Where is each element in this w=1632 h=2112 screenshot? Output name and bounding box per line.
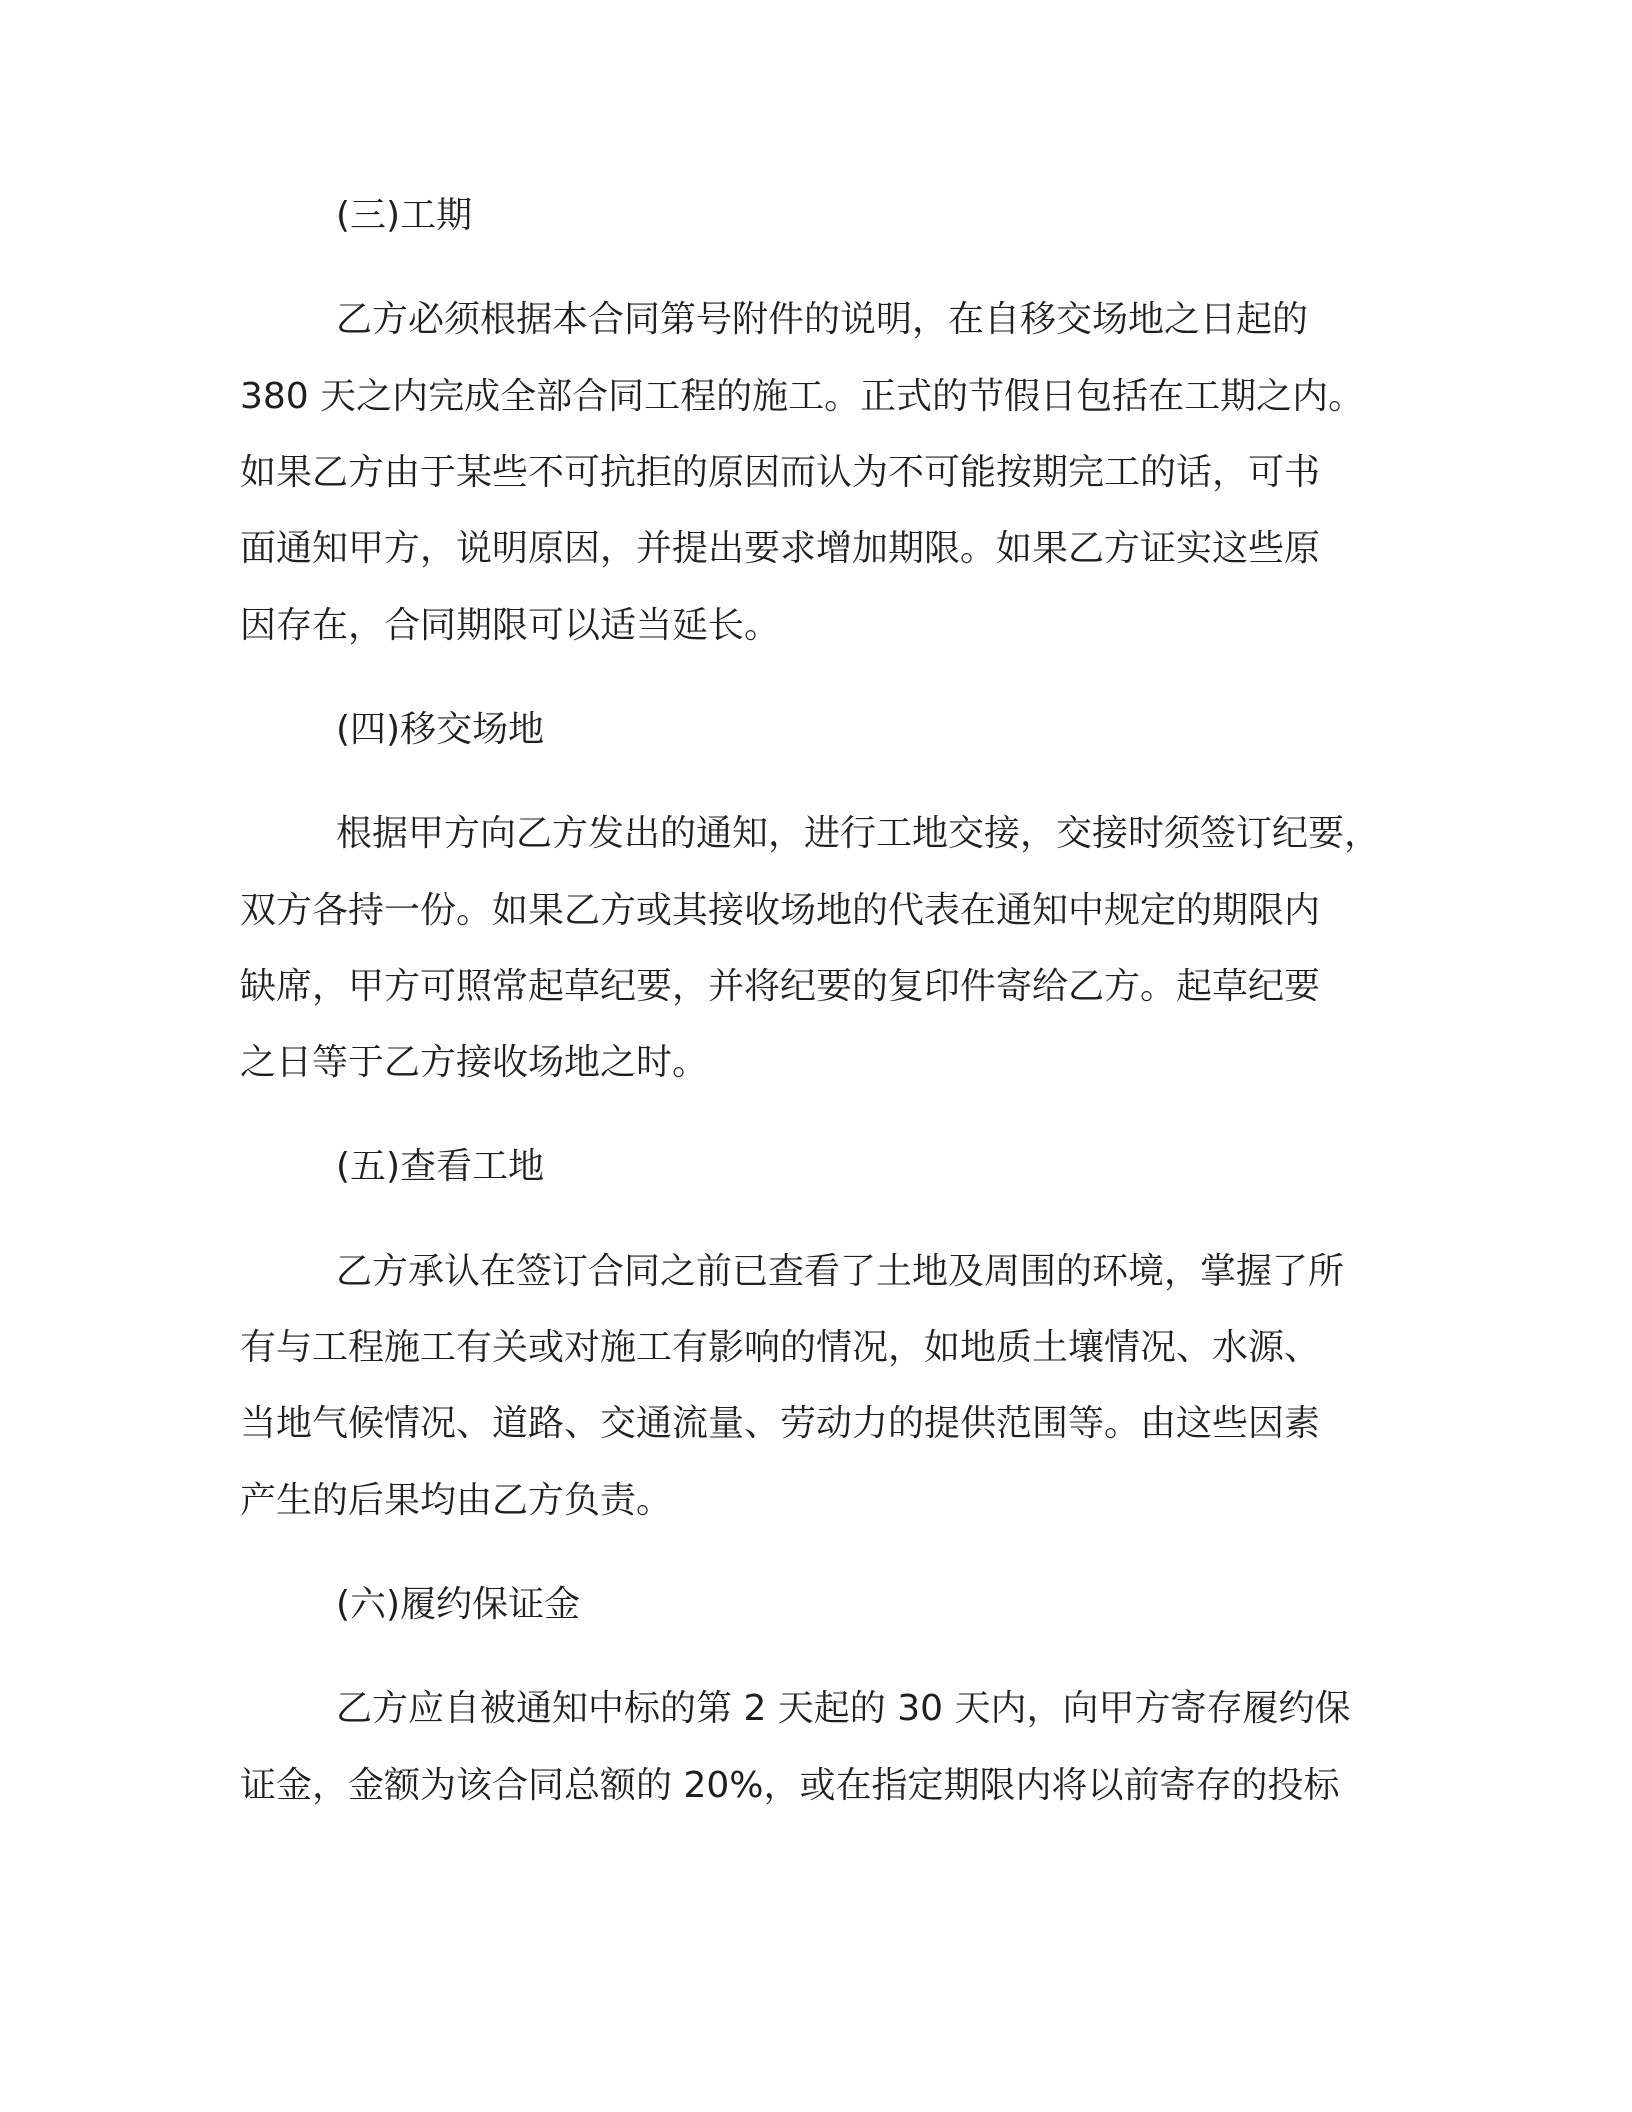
paragraph-line: 乙方承认在签订合同之前已查看了土地及周围的环境，掌握了所 — [336, 1251, 1345, 1292]
paragraph-line: 380 天之内完成全部合同工程的施工。正式的节假日包括在工期之内。 — [240, 376, 1365, 417]
paragraph-line: 因存在，合同期限可以适当延长。 — [240, 605, 781, 646]
paragraph-line: 双方各持一份。如果乙方或其接收场地的代表在通知中规定的期限内 — [240, 890, 1321, 931]
paragraph-line: 缺席，甲方可照常起草纪要，并将纪要的复印件寄给乙方。起草纪要 — [240, 966, 1321, 1007]
section-heading: (五)查看工地 — [336, 1146, 545, 1187]
paragraph-line: 如果乙方由于某些不可抗拒的原因而认为不可能按期完工的话，可书 — [240, 452, 1321, 493]
section-heading: (六)履约保证金 — [336, 1584, 581, 1625]
paragraph-line: 面通知甲方，说明原因，并提出要求增加期限。如果乙方证实这些原 — [240, 528, 1321, 569]
paragraph-line: 之日等于乙方接收场地之时。 — [240, 1042, 709, 1083]
paragraph-line: 乙方应自被通知中标的第 2 天起的 30 天内，向甲方寄存履约保 — [336, 1688, 1351, 1729]
paragraph-line: 有与工程施工有关或对施工有影响的情况，如地质土壤情况、水源、 — [240, 1327, 1321, 1368]
section-heading: (四)移交场地 — [336, 709, 545, 750]
paragraph-line: 根据甲方向乙方发出的通知，进行工地交接，交接时须签订纪要， — [336, 813, 1381, 854]
paragraph-line: 当地气候情况、道路、交通流量、劳动力的提供范围等。由这些因素 — [240, 1403, 1321, 1444]
paragraph-line: 乙方必须根据本合同第号附件的说明，在自移交场地之日起的 — [336, 299, 1309, 340]
section-heading: (三)工期 — [336, 195, 473, 236]
paragraph-line: 证金，金额为该合同总额的 20%，或在指定期限内将以前寄存的投标 — [240, 1765, 1340, 1806]
paragraph-line: 产生的后果均由乙方负责。 — [240, 1480, 673, 1521]
